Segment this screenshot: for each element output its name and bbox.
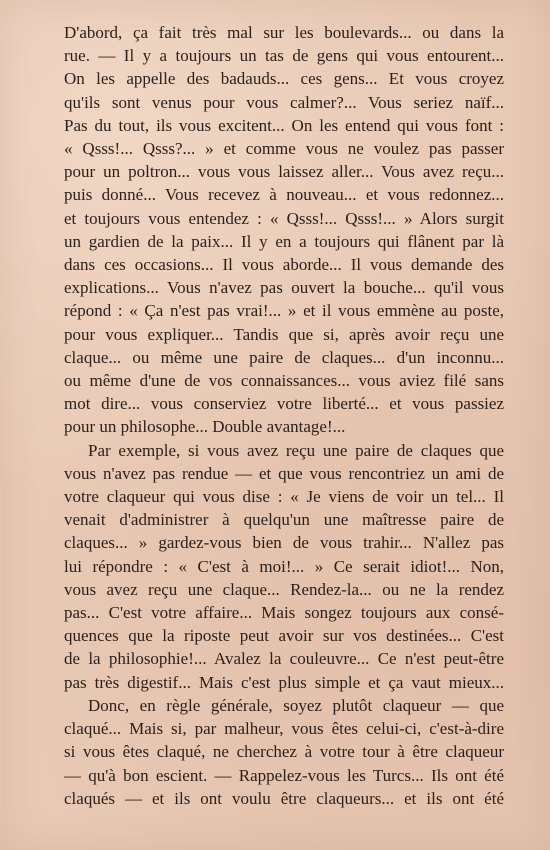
text-line: D'abord, ça fait très mal sur les boulevards... ou dans la	[64, 23, 504, 42]
text-line: puis donné... Vous recevez à nouveau... et vous redonnez...	[64, 185, 504, 205]
text-line: claques... » gardez-vous bien de vous trahir... N'allez pas	[64, 533, 504, 553]
text-line: rue. — Il y a toujours un tas de gens qui vous entourent...	[64, 46, 504, 66]
text-line: un gardien de la paix... Il y en a toujours qui flânent par là	[64, 231, 504, 251]
text-line: explications... Vous n'avez pas ouvert la bouche... qu'il vous	[64, 278, 504, 298]
text-line: claque... ou même une paire de claques... d'un inconnu...	[64, 347, 504, 367]
text-line: ou même d'une de vos connaissances... vous aviez filé sans	[64, 371, 504, 391]
text-line: lui répondre : « C'est à moi!... » Ce serait idiot!... Non,	[64, 556, 504, 576]
text-line: pas... C'est votre affaire... Mais songez toujours aux consé-	[64, 603, 504, 623]
text-line: quences que la riposte peut avoir sur vos destinées... C'est	[64, 626, 504, 646]
text-line: pour vous expliquer... Tandis que si, après avoir reçu une	[64, 324, 504, 344]
text-line: « Qsss!... Qsss?... » et comme vous ne voulez pas passer	[64, 139, 504, 159]
text-line: vous avez reçu une claque... Rendez-la... ou ne la rendez	[64, 579, 504, 599]
text-line: Pas du tout, ils vous excitent... On les entend qui vous font :	[64, 115, 504, 135]
text-line: pour un poltron... vous vous laissez aller... Vous avez reçu...	[64, 162, 504, 182]
text-line: répond : « Ça n'est pas vrai!... » et il vous emmène au poste,	[64, 301, 504, 321]
text-line: pas très digestif... Mais c'est plus simple et ça vaut mieux...	[64, 672, 504, 692]
paragraph-1	[64, 21, 504, 439]
text-line: pour un philosophe... Double avantage!...	[64, 417, 346, 437]
text-line: Donc, en règle générale, soyez plutôt claqueur — que	[88, 695, 504, 715]
text-line: votre claqueur qui vous dise : « Je viens de voir un tel... Il	[64, 487, 504, 507]
text-line: qu'ils sont venus pour vous calmer?... Vous seriez naïf...	[64, 92, 504, 112]
text-line: mot dire... vous conserviez votre liberté... et vous passiez	[64, 394, 504, 414]
text-line: On les appelle des badauds... ces gens... Et vous croyez	[64, 69, 504, 89]
text-line: et toujours vous entendez : « Qsss!... Qsss!... » Alors surgit	[64, 208, 504, 228]
text-line: — qu'à bon escient. — Rappelez-vous les Turcs... Ils ont été	[64, 765, 504, 785]
text-line: Par exemple, si vous avez reçu une paire de claques que	[88, 440, 504, 460]
text-line: claqués — et ils ont voulu être claqueurs... et ils ont été	[64, 788, 504, 808]
text-line: dans ces occasions... Il vous aborde... Il vous demande des	[64, 255, 504, 275]
paragraph-2	[64, 439, 504, 694]
text-line: vous n'avez pas rendue — et que vous rencontriez un ami de	[64, 463, 504, 483]
paragraph-3	[64, 694, 504, 810]
text-line: de la philosophie!... Avalez la couleuvre... Ce n'est peut-être	[64, 649, 504, 669]
text-line: claqué... Mais si, par malheur, vous êtes celui-ci, c'est-à-dire	[64, 719, 504, 739]
text-line: si vous êtes claqué, ne cherchez à votre tour à être claqueur	[64, 742, 504, 762]
text-line: venait d'administrer à quelqu'un une maîtresse paire de	[64, 510, 504, 530]
